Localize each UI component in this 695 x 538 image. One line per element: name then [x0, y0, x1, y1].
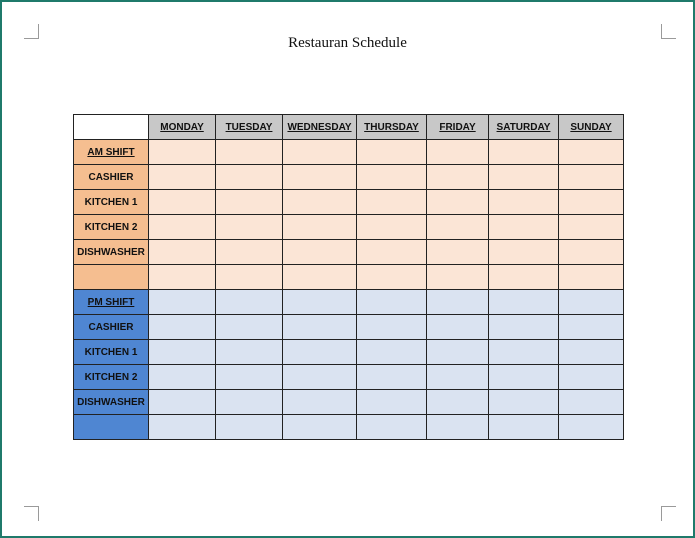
schedule-cell[interactable] [489, 365, 559, 390]
schedule-cell[interactable] [427, 290, 489, 315]
schedule-cell[interactable] [283, 215, 357, 240]
pm-role-kitchen-2: KITCHEN 2 [74, 365, 149, 390]
am-role-blank[interactable] [74, 265, 149, 290]
schedule-cell[interactable] [216, 315, 283, 340]
day-header-thursday: THURSDAY [357, 115, 427, 140]
schedule-cell[interactable] [216, 365, 283, 390]
schedule-cell[interactable] [283, 315, 357, 340]
schedule-cell[interactable] [489, 240, 559, 265]
schedule-cell[interactable] [559, 190, 624, 215]
pm-shift-header: PM SHIFT [74, 290, 149, 315]
schedule-cell[interactable] [149, 290, 216, 315]
am-role-row [74, 265, 624, 290]
schedule-cell[interactable] [216, 240, 283, 265]
day-header-tuesday: TUESDAY [216, 115, 283, 140]
am-role-kitchen-1: KITCHEN 1 [74, 190, 149, 215]
schedule-cell[interactable] [357, 390, 427, 415]
am-shift-row [74, 140, 624, 165]
schedule-cell[interactable] [283, 240, 357, 265]
schedule-cell[interactable] [559, 165, 624, 190]
am-role-row [74, 215, 624, 240]
schedule-cell[interactable] [283, 390, 357, 415]
schedule-cell[interactable] [357, 315, 427, 340]
pm-role-row [74, 340, 624, 365]
schedule-cell[interactable] [427, 165, 489, 190]
schedule-cell[interactable] [149, 365, 216, 390]
schedule-cell[interactable] [427, 215, 489, 240]
schedule-cell[interactable] [489, 190, 559, 215]
pm-shift-row [74, 290, 624, 315]
am-role-row [74, 240, 624, 265]
schedule-cell[interactable] [357, 140, 427, 165]
pm-role-row [74, 390, 624, 415]
schedule-cell[interactable] [216, 290, 283, 315]
pm-role-row [74, 365, 624, 390]
schedule-cell[interactable] [427, 240, 489, 265]
schedule-cell[interactable] [489, 215, 559, 240]
schedule-cell[interactable] [559, 315, 624, 340]
schedule-cell[interactable] [283, 140, 357, 165]
schedule-cell[interactable] [357, 215, 427, 240]
schedule-cell[interactable] [357, 190, 427, 215]
am-role-kitchen-2: KITCHEN 2 [74, 215, 149, 240]
day-header-wednesday: WEDNESDAY [283, 115, 357, 140]
schedule-cell[interactable] [357, 265, 427, 290]
schedule-table [73, 114, 624, 440]
schedule-cell[interactable] [216, 415, 283, 440]
pm-role-kitchen-1: KITCHEN 1 [74, 340, 149, 365]
schedule-cell[interactable] [216, 215, 283, 240]
schedule-cell[interactable] [216, 340, 283, 365]
schedule-cell[interactable] [489, 390, 559, 415]
schedule-cell[interactable] [427, 365, 489, 390]
schedule-cell[interactable] [283, 290, 357, 315]
schedule-cell[interactable] [149, 190, 216, 215]
pm-role-cashier: CASHIER [74, 315, 149, 340]
schedule-cell[interactable] [149, 265, 216, 290]
schedule-cell[interactable] [489, 165, 559, 190]
schedule-cell[interactable] [149, 390, 216, 415]
schedule-cell[interactable] [559, 240, 624, 265]
schedule-cell[interactable] [427, 315, 489, 340]
schedule-cell[interactable] [149, 415, 216, 440]
pm-role-row [74, 315, 624, 340]
schedule-cell[interactable] [427, 340, 489, 365]
schedule-cell[interactable] [357, 415, 427, 440]
schedule-cell[interactable] [427, 390, 489, 415]
schedule-cell[interactable] [216, 140, 283, 165]
schedule-cell[interactable] [559, 290, 624, 315]
schedule-cell[interactable] [489, 415, 559, 440]
schedule-cell[interactable] [283, 340, 357, 365]
schedule-cell[interactable] [559, 365, 624, 390]
am-role-row [74, 190, 624, 215]
corner-cell[interactable] [74, 115, 149, 140]
schedule-cell[interactable] [283, 165, 357, 190]
schedule-cell[interactable] [149, 140, 216, 165]
margin-mark-bottom-left [24, 506, 39, 521]
schedule-cell[interactable] [283, 415, 357, 440]
am-role-dishwasher: DISHWASHER [74, 240, 149, 265]
schedule-cell[interactable] [149, 340, 216, 365]
pm-role-dishwasher: DISHWASHER [74, 390, 149, 415]
schedule-cell[interactable] [149, 215, 216, 240]
schedule-cell[interactable] [357, 165, 427, 190]
schedule-cell[interactable] [283, 190, 357, 215]
pm-role-blank[interactable] [74, 415, 149, 440]
schedule-cell[interactable] [489, 290, 559, 315]
schedule-cell[interactable] [559, 140, 624, 165]
day-header-friday: FRIDAY [427, 115, 489, 140]
am-role-cashier: CASHIER [74, 165, 149, 190]
schedule-cell[interactable] [559, 415, 624, 440]
am-role-row [74, 165, 624, 190]
schedule-cell[interactable] [216, 165, 283, 190]
day-header-sunday: SUNDAY [559, 115, 624, 140]
schedule-cell[interactable] [427, 190, 489, 215]
schedule-cell[interactable] [216, 265, 283, 290]
margin-mark-bottom-right [661, 506, 676, 521]
schedule-cell[interactable] [149, 315, 216, 340]
day-header-saturday: SATURDAY [489, 115, 559, 140]
pm-role-row [74, 415, 624, 440]
schedule-cell[interactable] [559, 265, 624, 290]
document-title: Restauran Schedule [288, 35, 407, 51]
schedule-cell[interactable] [283, 265, 357, 290]
schedule-cell[interactable] [357, 340, 427, 365]
schedule-cell[interactable] [357, 365, 427, 390]
schedule-cell[interactable] [559, 215, 624, 240]
am-shift-header: AM SHIFT [74, 140, 149, 165]
schedule-cell[interactable] [559, 340, 624, 365]
schedule-cell[interactable] [489, 340, 559, 365]
schedule-cell[interactable] [357, 240, 427, 265]
schedule-cell[interactable] [427, 415, 489, 440]
schedule-cell[interactable] [427, 265, 489, 290]
schedule-cell[interactable] [283, 365, 357, 390]
schedule-cell[interactable] [559, 390, 624, 415]
schedule-cell[interactable] [489, 315, 559, 340]
schedule-cell[interactable] [489, 140, 559, 165]
schedule-cell[interactable] [216, 190, 283, 215]
schedule-cell[interactable] [149, 240, 216, 265]
schedule-cell[interactable] [427, 140, 489, 165]
schedule-cell[interactable] [149, 165, 216, 190]
day-header-monday: MONDAY [149, 115, 216, 140]
day-header-row [74, 115, 624, 140]
schedule-cell[interactable] [357, 290, 427, 315]
schedule-cell[interactable] [489, 265, 559, 290]
schedule-cell[interactable] [216, 390, 283, 415]
